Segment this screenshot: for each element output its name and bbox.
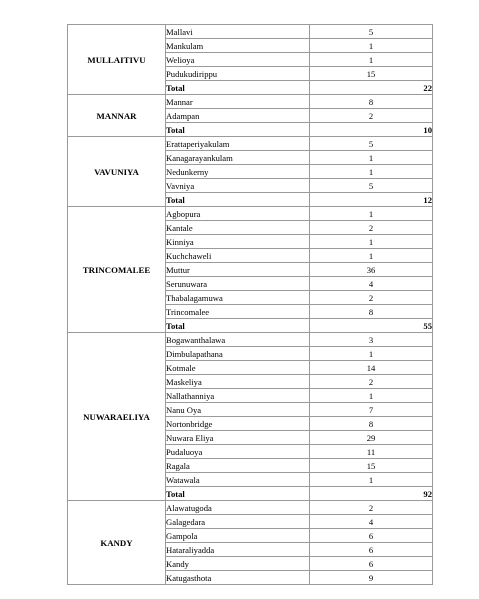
location-cell: Ragala [166, 459, 310, 473]
table-row [68, 137, 433, 151]
location-cell: Kinniya [166, 235, 310, 249]
location-cell: Katugasthota [166, 571, 310, 585]
count-cell: 1 [310, 389, 433, 403]
count-cell: 4 [310, 515, 433, 529]
count-cell: 2 [310, 109, 433, 123]
location-cell: Watawala [166, 473, 310, 487]
table-row [68, 25, 433, 39]
count-cell: 1 [310, 207, 433, 221]
table-row [68, 333, 433, 347]
district-name-cell: VAVUNIYA [68, 137, 166, 207]
count-cell: 7 [310, 403, 433, 417]
total-value: 10 [310, 123, 433, 137]
table-body [68, 25, 433, 585]
district-location-table [67, 24, 433, 585]
location-cell: Welioya [166, 53, 310, 67]
count-cell: 14 [310, 361, 433, 375]
location-cell: Erattaperiyakulam [166, 137, 310, 151]
count-cell: 36 [310, 263, 433, 277]
count-cell: 3 [310, 333, 433, 347]
count-cell: 8 [310, 95, 433, 109]
count-cell: 5 [310, 25, 433, 39]
count-cell: 1 [310, 347, 433, 361]
location-cell: Thabalagamuwa [166, 291, 310, 305]
location-cell: Kanagarayankulam [166, 151, 310, 165]
table-row [68, 207, 433, 221]
count-cell: 1 [310, 235, 433, 249]
location-cell: Kotmale [166, 361, 310, 375]
total-label: Total [166, 81, 310, 95]
total-label: Total [166, 487, 310, 501]
count-cell: 29 [310, 431, 433, 445]
total-value: 22 [310, 81, 433, 95]
location-cell: Bogawanthalawa [166, 333, 310, 347]
location-cell: Kantale [166, 221, 310, 235]
location-cell: Galagedara [166, 515, 310, 529]
count-cell: 11 [310, 445, 433, 459]
location-cell: Pudaluoya [166, 445, 310, 459]
location-cell: Alawatugoda [166, 501, 310, 515]
count-cell: 1 [310, 53, 433, 67]
count-cell: 1 [310, 151, 433, 165]
location-cell: Nuwara Eliya [166, 431, 310, 445]
location-cell: Hataraliyadda [166, 543, 310, 557]
location-cell: Trincomalee [166, 305, 310, 319]
count-cell: 8 [310, 417, 433, 431]
location-cell: Nallathanniya [166, 389, 310, 403]
total-value: 12 [310, 193, 433, 207]
count-cell: 1 [310, 473, 433, 487]
count-cell: 1 [310, 249, 433, 263]
location-cell: Kandy [166, 557, 310, 571]
location-cell: Nanu Oya [166, 403, 310, 417]
count-cell: 2 [310, 375, 433, 389]
count-cell: 8 [310, 305, 433, 319]
count-cell: 2 [310, 291, 433, 305]
count-cell: 1 [310, 39, 433, 53]
total-label: Total [166, 193, 310, 207]
count-cell: 6 [310, 557, 433, 571]
location-cell: Serunuwara [166, 277, 310, 291]
district-name-cell: KANDY [68, 501, 166, 585]
location-cell: Adampan [166, 109, 310, 123]
count-cell: 15 [310, 67, 433, 81]
location-cell: Muttur [166, 263, 310, 277]
district-name-cell: MANNAR [68, 95, 166, 137]
location-cell: Dimbulapathana [166, 347, 310, 361]
document-page [67, 24, 433, 585]
table-row [68, 501, 433, 515]
location-cell: Mannar [166, 95, 310, 109]
total-value: 55 [310, 319, 433, 333]
location-cell: Maskeliya [166, 375, 310, 389]
count-cell: 5 [310, 179, 433, 193]
total-value: 92 [310, 487, 433, 501]
district-name-cell: MULLAITIVU [68, 25, 166, 95]
location-cell: Gampola [166, 529, 310, 543]
table-row [68, 95, 433, 109]
count-cell: 5 [310, 137, 433, 151]
count-cell: 2 [310, 221, 433, 235]
district-name-cell: TRINCOMALEE [68, 207, 166, 333]
count-cell: 15 [310, 459, 433, 473]
count-cell: 2 [310, 501, 433, 515]
count-cell: 6 [310, 529, 433, 543]
count-cell: 9 [310, 571, 433, 585]
count-cell: 1 [310, 165, 433, 179]
location-cell: Agbopura [166, 207, 310, 221]
location-cell: Mankulam [166, 39, 310, 53]
total-label: Total [166, 123, 310, 137]
district-name-cell: NUWARAELIYA [68, 333, 166, 501]
location-cell: Mallavi [166, 25, 310, 39]
total-label: Total [166, 319, 310, 333]
location-cell: Kuchchaweli [166, 249, 310, 263]
location-cell: Nortonbridge [166, 417, 310, 431]
count-cell: 6 [310, 543, 433, 557]
location-cell: Vavniya [166, 179, 310, 193]
count-cell: 4 [310, 277, 433, 291]
location-cell: Nedunkerny [166, 165, 310, 179]
location-cell: Pudukudirippu [166, 67, 310, 81]
